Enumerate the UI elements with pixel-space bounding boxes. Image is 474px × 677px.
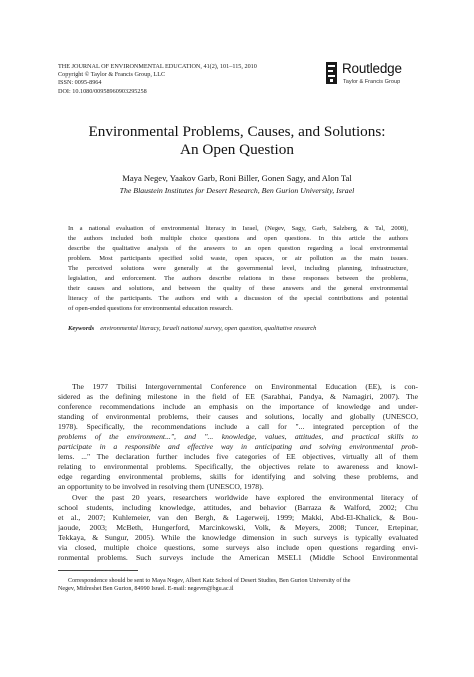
footnote-divider xyxy=(58,570,138,571)
body-line: jaoude, 2003; McBeth, Hungerford, Marcinkowski, Volk, & Meyers, 2008; Tuncer, Ertepinar, xyxy=(58,522,418,532)
publisher-tagline: Taylor & Francis Group xyxy=(343,79,401,85)
keywords xyxy=(68,325,413,334)
title-line: Environmental Problems, Causes, and Solutions: xyxy=(88,123,386,140)
journal-metadata xyxy=(58,63,257,96)
keywords-label: Keywords xyxy=(68,325,95,332)
routledge-mark-icon xyxy=(326,62,337,84)
issn-line: ISSN: 0095-8964 xyxy=(58,79,102,87)
abstract-line: In a national evaluation of environmental literacy in Israel, (Negev, Sagy, Garb, Salzberg, & Tal, 2008), xyxy=(68,225,408,232)
abstract-line: of open-ended questions for environmental education research. xyxy=(68,305,233,313)
body-line: 1978). Specifically, the recommendations include a call for "... integrated perception of the xyxy=(58,422,418,432)
copyright-line: Copyright © Taylor & Francis Group, LLC xyxy=(58,71,166,79)
abstract xyxy=(68,225,408,315)
keywords-value: environmental literacy, Israeli national survey, open question, qualitative research xyxy=(100,325,317,332)
abstract-line: the authors included both multiple choice questions and open questions. In this article the authors xyxy=(68,235,408,243)
publisher-name: Routledge xyxy=(342,61,402,76)
body-line: via closed, multiple choice questions, some surveys also include open questions regarding envi- xyxy=(58,542,418,552)
abstract-line: their causes and solutions, and between the quality of these answers and the general environmental xyxy=(68,285,408,293)
abstract-line: legislation, and enforcement. The authors describe relations in these responses between the problems, xyxy=(68,275,408,283)
abstract-line: describe the qualitative analysis of the answers to an open question regarding a local environmental xyxy=(68,245,408,253)
body-line: problems of the environment...", and "... knowledge, values, attitudes, and practical skills to xyxy=(58,432,418,442)
author-affiliation: The Blaustein Institutes for Desert Research, Ben Gurion University, Israel xyxy=(119,186,355,195)
footnote-line: Correspondence should be sent to Maya Negev, Albert Katz School of Desert Studies, Ben Gurion University of the xyxy=(68,578,351,584)
body-line: standing of environmental problems, their causes and solutions, locally and globally (UNESCO, xyxy=(58,412,418,422)
publisher-logo xyxy=(326,59,418,93)
correspondence-footnote xyxy=(58,577,418,593)
doi-line: DOI: 10.1080/00958960903295258 xyxy=(58,87,147,95)
body-line: relating to environmental problems. Specifically, the objectives relate to awareness and knowl- xyxy=(58,462,418,472)
journal-citation: THE JOURNAL OF ENVIRONMENTAL EDUCATION, 41(2), 101–115, 2010 xyxy=(58,63,257,70)
body-line: The 1977 Tbilisi Intergovernmental Conference on Environmental Education (EE), is con- xyxy=(72,382,418,391)
body-line: participate in a responsible and effective way in anticipating and solving environmental prob- xyxy=(58,442,418,452)
article-title xyxy=(0,123,474,159)
body-line: Tekkaya, & Sungur, 2005). While the knowledge dimension in such surveys is typically evaluated xyxy=(58,532,418,542)
body-line: school students, including knowledge, attitudes, and behavior (Barraza & Walford, 2002; Chu xyxy=(58,502,418,512)
abstract-line: The perceived solutions were generally at the governmental level, including planning, infrastructure, xyxy=(68,265,408,273)
body-line: ronmental problems. Such surveys include the American MSEL1 (Middle School Environmental xyxy=(58,552,418,562)
abstract-line: problem. Most participants specified solid waste, open spaces, or air pollution as the main issues. xyxy=(68,255,408,263)
body-line: conference recommendations include an emphasis on the importance of knowledge and under- xyxy=(58,402,418,412)
body-line: et al., 2007; Kuhlemeier, van den Bergh, & Lagerweij, 1999; Makki, Abd-El-Khalick, & Bou- xyxy=(58,512,418,522)
title-line: An Open Question xyxy=(180,141,294,158)
footnote-line: Negev, Midreshet Ben Gurion, 84990 Israel. E-mail: negevm@bgu.ac.il xyxy=(58,586,234,593)
body-text xyxy=(58,382,418,563)
body-line: an opportunity to be involved in resolving them (UNESCO, 1978). xyxy=(58,482,264,492)
body-line: edge regarding environmental problems, skills for identifying and solving these problems, and xyxy=(58,472,418,482)
author-list: Maya Negev, Yaakov Garb, Roni Biller, Gonen Sagy, and Alon Tal xyxy=(122,173,352,183)
abstract-line: literacy of the participants. The authors end with a discussion of the special contributions and potential xyxy=(68,295,408,303)
body-line: sidered as the defining milestone in the field of EE (Sarabhai, Pandya, & Namagiri, 2007). The xyxy=(58,392,418,402)
body-line: Over the past 20 years, researchers worldwide have explored the environmental literacy of xyxy=(72,492,418,502)
body-line: lems. ..." The declaration further includes five categories of EE objectives, virtually all of them xyxy=(58,452,418,462)
